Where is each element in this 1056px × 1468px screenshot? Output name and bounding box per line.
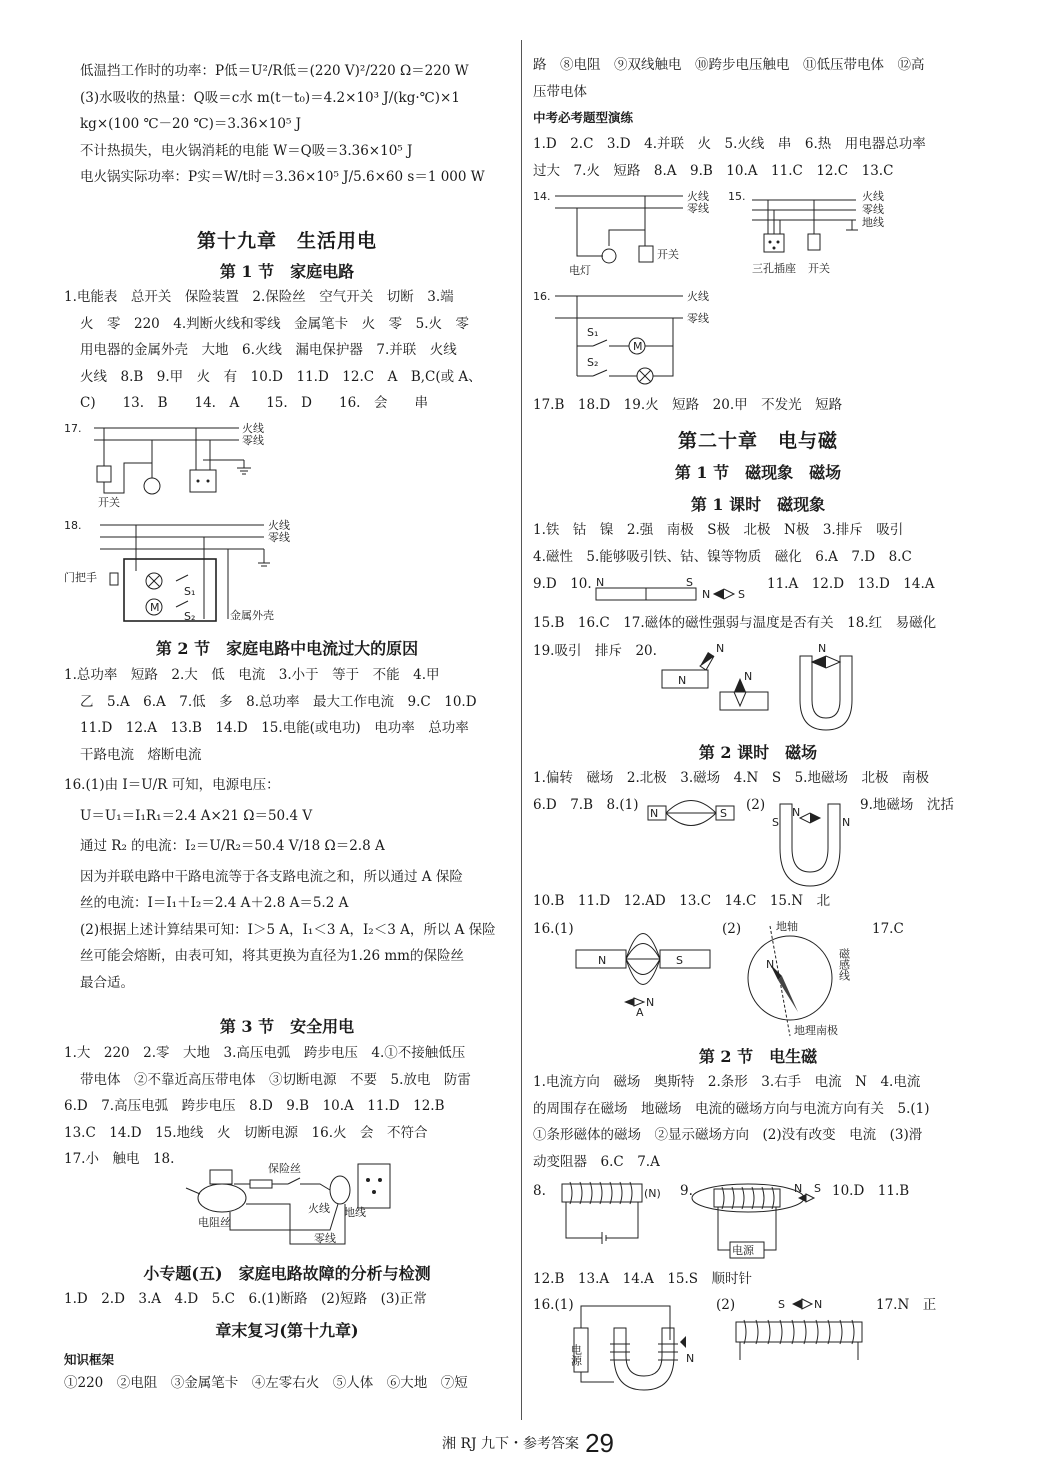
solenoid-icon [736,1322,862,1342]
exam-practice-label: 中考必考题型演练 [533,110,634,125]
text-line: 1.铁 钴 镍 2.强 南极 S极 北极 N极 3.排斥 吸引 [533,522,904,538]
south-pole-label: S [720,807,727,820]
text-segment: 16.(1) [533,1297,574,1313]
answers-12-15 [533,1266,983,1293]
power-supply-label: 电源 [569,1344,583,1366]
live-wire-label: 火线 [862,190,884,203]
s1-label: S₁ [184,585,196,598]
north-pole-label: N [678,674,687,687]
compass-needle-icon [624,998,634,1006]
text-line: 19.吸引 排斥 20. [533,643,657,659]
compass-needle-icon [798,1194,806,1202]
figure-16-1-field [572,918,714,1018]
text-line: 1.D 2.D 3.A 4.D 5.C 6.(1)断路 (2)短路 (3)正常 [64,1291,427,1307]
resistor-label: 电阻丝 [198,1216,231,1229]
chapter-review-title: 章末复习(第十九章) [215,1321,359,1340]
metal-shell-label: 金属外壳 [230,609,274,622]
text-segment: 10.D 11.B [832,1183,910,1199]
text-line: (3)水吸收的热量：Q吸＝c水 m(t－t₀)＝4.2×10³ J/(kg·℃)×1 [80,89,460,106]
lamp-label: 电灯 [569,264,591,277]
neutral-wire-label: 零线 [687,202,709,215]
socket-icon [190,470,216,492]
compass-needle-icon [792,1299,802,1309]
door-handle-label: 门把手 [64,571,97,584]
live-wire-label: 火线 [687,190,709,203]
neutral-wire-label: 零线 [314,1232,336,1245]
north-pole-label: N [650,807,659,820]
text-line: 因为并联电路中干路电流等于各支路电流之和，所以通过 A 保险 [80,868,463,885]
answer-17b [876,1292,982,1319]
text-segment: 8. [533,1183,546,1199]
fuse-icon [250,1180,272,1188]
section-1-answers [64,284,510,417]
fig-number: 17. [64,422,82,435]
switch-icon [288,1178,300,1184]
text-segment: 9.地磁场 沈括 [860,797,954,813]
text-line: 火 零 220 4.判断火线和零线 金属笔卡 火 零 5.火 零 [80,315,470,332]
text-line: 动变阻器 6.C 7.A [533,1153,660,1170]
u-magnet-icon [614,1328,674,1390]
neutral-wire-label: 零线 [687,312,709,325]
switch-icon [639,246,653,262]
text-line: 丝可能会熔断，由表可知，将其更换为直径为1.26 mm的保险丝 [80,948,464,964]
answers-15-18 [533,610,983,637]
text-segment: 17.C [872,921,904,937]
figure-14-circuit [533,186,723,278]
fuse-label: 保险丝 [268,1162,301,1175]
text-segment: (2) [716,1297,736,1313]
text-line: 12.B 13.A 14.A 15.S 顺时针 [533,1271,753,1287]
ch20-section-2-answers [533,1069,983,1175]
text-line: 1.D 2.C 3.D 4.并联 火 5.火线 串 6.热 用电器总功率 [533,136,926,152]
figure-15-circuit [728,186,928,278]
south-pole-label: S [778,1298,785,1311]
north-pole-label: N [686,1352,695,1365]
text-segment: 6.D 7.B 8.(1) [533,797,639,813]
north-pole-label: N [716,642,725,655]
section-3-answers [64,1040,510,1173]
text-line: 1.大 220 2.零 大地 3.高压电弧 跨步电压 4.①不接触低压 [64,1045,466,1061]
figure-8-1-field-lines [640,790,740,834]
compass-s-label: S [738,588,745,601]
lesson-2-title: 第 2 课时 磁场 [698,743,818,762]
neutral-wire-label: 零线 [862,203,884,216]
text-line: 火线 8.B 9.甲 火 有 10.D 11.D 12.C A B,C(或 A、 [80,368,482,385]
text-line: 丝的电流：I＝I₁＋I₂＝2.4 A＋2.8 A＝5.2 A [80,895,349,911]
text-segment: (2) [722,921,742,937]
field-line [666,801,716,814]
compass-n-label: N [702,588,711,601]
power-supply-label: 电源 [732,1244,754,1257]
live-wire-label: 火线 [308,1202,330,1215]
text-line: 6.D 7.高压电弧 跨步电压 8.D 9.B 10.A 11.D 12.B [64,1098,445,1114]
north-pole-label: N [814,1298,823,1311]
figure-8-2-u-magnet [766,796,856,892]
text-line: 低温挡工作时的功率：P低＝U²/R低＝(220 V)²/220 Ω＝220 W [80,63,469,79]
section-2-answers [64,662,510,996]
text-line: 15.B 16.C 17.磁体的磁性强弱与温度是否有关 18.红 易磁化 [533,615,937,631]
section-2-title: 第 2 节 家庭电路中电流过大的原因 [155,639,419,658]
south-pole-label: S [686,576,693,589]
text-line: ①条形磁体的磁场 ②显示磁场方向 (2)没有改变 电流 (3)滑 [533,1127,923,1143]
lamp-icon [602,249,616,263]
text-segment: 9. [680,1183,693,1199]
text-line: 带电体 ②不靠近高压带电体 ③切断电源 不要 5.放电 防雷 [80,1071,471,1088]
text-line: U＝U₁＝I₁R₁＝2.4 A×21 Ω＝50.4 V [80,807,313,824]
lesson-1-title: 第 1 课时 磁现象 [690,495,826,514]
south-pole-label: S [676,954,683,967]
figure-9-solenoid [690,1178,830,1262]
compass-needle-icon [680,1336,686,1348]
north-pole-label: N [766,958,775,971]
text-line: 用电器的金属外壳 大地 6.火线 漏电保护器 7.并联 火线 [80,342,457,358]
right-top-block [533,52,983,105]
ground-wire-label: 地线 [344,1206,366,1219]
framework-answers [64,1370,510,1397]
text-line: 最合适。 [80,974,134,991]
switch-label: 开关 [808,262,830,275]
text-line: 干路电流 熔断电流 [80,746,202,763]
neutral-wire-label: 零线 [242,434,264,447]
switch-s1-icon [176,575,188,581]
text-line: 4.磁性 5.能够吸引铁、钴、镍等物质 磁化 6.A 7.D 8.C [533,548,912,565]
switch-s1-icon [593,340,607,346]
north-pole-label: N [842,816,851,829]
neutral-wire-label: 零线 [268,531,290,544]
figure-18-circuit [64,515,324,627]
north-pole-label: (N) [644,1187,661,1200]
fig-number: 14. [533,190,551,203]
s1-label: S₁ [587,326,599,339]
figure-17-circuit [64,418,294,514]
figure-18-kettle-wiring [180,1160,400,1252]
field-line [626,934,660,960]
text-line: 1.电流方向 磁场 奥斯特 2.条形 3.右手 电流 N 4.电流 [533,1074,921,1090]
column-divider [521,40,522,1420]
fig-number: 15. [728,190,746,203]
text-line: C) 13. B 14. A 15. D 16. 会 串 [80,395,428,411]
text-line: ①220 ②电阻 ③金属笔卡 ④左零右火 ⑤人体 ⑥大地 ⑦短 [64,1375,468,1391]
earth-icon [748,936,832,1020]
text-line: kg×(100 ℃－20 ℃)＝3.36×10⁵ J [80,116,302,132]
text-segment: 11.A 12.D 13.D 14.A [767,576,935,592]
motor-label: M [150,601,160,614]
figure-16-u-electromagnet [569,1300,704,1396]
text-line: 1.偏转 磁场 2.北极 3.磁场 4.N S 5.地磁场 北极 南极 [533,770,929,786]
live-wire-label: 火线 [268,519,290,532]
fig-number: 16. [533,290,551,303]
page-number: 29 [585,1428,614,1458]
section-1-title: 第 1 节 家庭电路 [219,262,355,281]
page-footer [0,1428,1056,1459]
answer-17 [872,916,932,943]
north-pole-label: N [596,576,605,589]
south-pole-label: S [772,816,779,829]
north-pole-label: N [794,1182,803,1195]
lesson-1-answers [533,517,983,570]
text-line: 1.总功率 短路 2.大 低 电流 3.小于 等于 不能 4.甲 [64,667,440,683]
bulb-icon [144,478,160,494]
switch-label: 开关 [98,496,120,509]
north-pole-label: N [818,642,827,655]
left-top-block [64,58,510,191]
figure-8-solenoid [548,1178,678,1250]
text-segment: (2) [746,797,766,813]
topic-5-title: 小专题(五) 家庭电路故障的分析与检测 [143,1264,431,1283]
knowledge-framework-label: 知识框架 [64,1352,115,1367]
north-pole-label: N [646,996,655,1009]
text-line: 17.小 触电 18. [64,1151,175,1167]
text-line: 不计热损失，电火锅消耗的电能 W＝Q吸＝3.36×10⁵ J [80,142,413,159]
s2-label: S₂ [587,356,599,369]
socket-label: 三孔插座 [752,262,796,275]
s2-label: S₂ [184,610,196,623]
switch-icon [97,466,111,482]
text-line: 16.(1)由 I＝U/R 可知，电源电压： [64,777,280,793]
south-pole-label: S [814,1182,821,1195]
figure-10-bar-magnet [596,574,766,604]
live-wire-label: 火线 [242,422,264,435]
footer-text: 湘 RJ 九下・参考答案 [442,1436,580,1452]
text-line: 路 ⑧电阻 ⑨双线触电 ⑩跨步电压触电 ⑪低压带电体 ⑫高 [533,57,925,73]
text-line: (2)根据上述计算结果可知：I＞5 A，I₁＜3 A，I₂＜3 A，所以 A 保险 [80,921,496,938]
text-segment: 16.(1) [533,921,574,937]
lesson-2-answers [533,765,983,792]
point-a-label: A [636,1006,644,1019]
chapter-20-title: 第二十章 电与磁 [677,430,838,452]
answer-9 [860,792,983,819]
kettle-icon [198,1184,246,1212]
live-wire-label: 火线 [687,290,709,303]
text-segment: 17.N 正 [876,1297,937,1313]
figure-20-magnets [660,640,870,736]
field-line [626,959,660,985]
text-line: 过大 7.火 短路 8.A 9.B 10.A 11.C 12.C 13.C [533,162,894,179]
text-line: 17.B 18.D 19.火 短路 20.甲 不发光 短路 [533,397,843,413]
text-line: 11.D 12.A 13.B 14.D 15.电能(或电功) 电功率 总功率 [80,720,469,736]
ch20-section-2-title: 第 2 节 电生磁 [698,1047,818,1066]
text-line: 的周围存在磁场 地磁场 电流的磁场方向与电流方向有关 5.(1) [533,1100,930,1117]
text-line: 压带电体 [533,83,587,100]
text-line: 13.C 14.D 15.地线 火 切断电源 16.火 会 不符合 [64,1124,428,1141]
chapter-19-title: 第十九章 生活用电 [196,230,377,252]
north-pole-label: N [598,954,607,967]
wall-socket-icon [358,1164,390,1208]
switch-s2-icon [593,370,607,376]
switch-label: 开关 [657,248,679,261]
figure-16-circuit [533,284,733,390]
ground-wire-label: 地线 [862,216,884,229]
answers-17-20 [533,392,983,419]
answers-11-14 [767,571,983,598]
figure-16-solenoid [730,1296,870,1368]
text-line: 1.电能表 总开关 保险装置 2.保险丝 空气开关 切断 3.端 [64,289,454,305]
text-line: 通过 R₂ 的电流：I₂＝U/R₂＝50.4 V/18 Ω＝2.8 A [80,838,385,854]
plug-icon [330,1176,350,1204]
switch-icon [808,234,820,250]
ch20-section-1-title: 第 1 节 磁现象 磁场 [674,463,842,482]
text-segment: 9.D 10. [533,576,592,592]
answers-10-15 [533,888,983,915]
figure-16-2-earth [740,918,870,1038]
field-line [666,813,716,826]
earth-axis-label: 地轴 [776,920,798,933]
north-pole-label: N [792,806,801,819]
text-line: 电火锅实际功率：P实＝W/t时＝3.36×10⁵ J/5.6×60 s＝1 000 W [80,169,485,185]
geo-south-pole-label: 地理南极 [794,1024,838,1037]
section-3-title: 第 3 节 安全用电 [219,1017,355,1036]
fig-number: 18. [64,519,82,532]
field-line [692,1184,804,1212]
answers-10-11 [832,1178,982,1205]
motor-label: M [633,340,643,353]
text-line: 乙 5.A 6.A 7.低 多 8.总功率 最大工作电流 9.C 10.D [80,693,477,710]
switch-s2-icon [176,601,188,607]
exam-answers [533,131,983,184]
text-line: 10.B 11.D 12.AD 13.C 14.C 15.N 北 [533,893,831,909]
field-lines-label: 磁感线 [837,948,851,981]
topic-5-answers [64,1286,510,1313]
north-pole-label: N [744,670,753,683]
